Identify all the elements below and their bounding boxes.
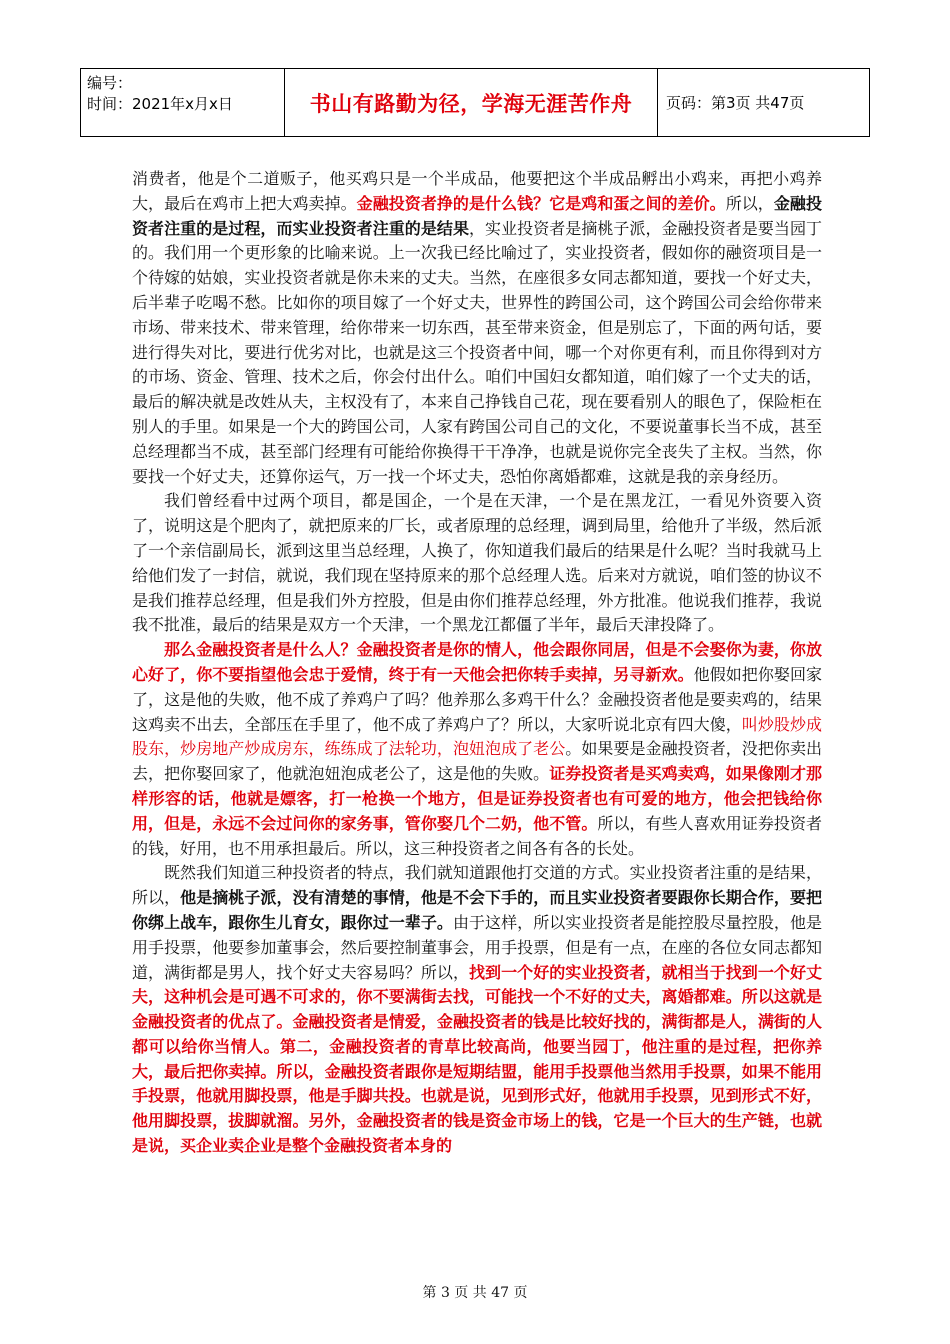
text-run: ，实业投资者是摘桃子派，金融投资者是要当园丁的。我们用一个更形象的比喻来说。上一次我已经比喻过了，实业投资者，假如你的融资项目是一个待嫁的姑娘，实业投资者就是你未来的丈夫。当然，在座很多女同志都知道，要找一个好丈夫，后半辈子吃喝不愁。比如你的项目嫁了一个好丈夫，世界性的跨国公司，这个跨国公司会给你带来市场、带来技术、带来管理，给你带来一切东西，甚至带来资金，但是别忘了，下面的两句话，要进行得失对比，要进行优劣对比，也就是这三个投资者中间，哪一个对你更有利，而且你得到对方的市场、资金、管理、技术之后，你会付出什么。咱们中国妇女都知道，咱们嫁了一个丈夫的话，最后的解决就是改姓从夫，主权没有了，本来自己挣钱自己花，现在要看别人的眼色了，保险柜在别人的手里。如果是一个大的跨国公司，人家有跨国公司自己的文化，不要说董事长当不成，甚至总经理都当不成，甚至部门经理有可能给你换得干干净净，也就是说你完全丧失了主权。当然，你要找一个好丈夫，还算你运气，万一找一个坏丈夫，恐怕你离婚都难，这就是我的亲身经历。: [132, 218, 822, 486]
paragraph-1: [132, 167, 822, 489]
text-run: 我们曾经看中过两个项目，都是国企，一个是在天津，一个是在黑龙江，一看见外资要入资了，说明这是个肥肉了，就把原来的厂长，或者原理的总经理，调到局里，给他升了半级，然后派了一个亲信副局长，派到这里当总经理，人换了，你知道我们最后的结果是什么呢？当时我就马上给他们发了一封信，就说，我们现在坚持原来的那个总经理人选。后来对方就说，咱们签的协议不是我们推荐总经理，但是我们外方控股，但是由你们推荐总经理，外方批准。他说我们推荐，我说我不批准，最后的结果是双方一个天津，一个黑龙江都僵了半年，最后天津投降了。: [132, 491, 822, 635]
text-run: 所以，有些人喜欢用证券投资者的钱，好用，也不用承担最后。所以，这三种投资者之间各有各的长处。: [132, 813, 822, 858]
highlight-bold: 金融投资者注重的是过程，而实业投资者注重的是结果: [132, 193, 822, 238]
highlight-red-plain: 叫炒股炒成股东，炒房地产炒成房东，练练成了法轮功，泡妞泡成了老公: [132, 714, 822, 759]
highlight-red: 金融投资者挣的是什么钱？它是鸡和蛋之间的差价。: [356, 193, 726, 213]
text-run: 由于这样，所以实业投资者是能控股尽量控股，他是用手投票，他要参加董事会，然后要控制董事会，用手投票，但是有一点，在座的各位女同志都知道，满街都是男人，找个好丈夫容易吗？所以，: [132, 912, 822, 982]
header-motto: 书山有路勤为径，学海无涯苦作舟: [285, 69, 658, 136]
paragraph-2: [132, 489, 822, 638]
text-run: 既然我们知道三种投资者的特点，我们就知道跟他打交道的方式。实业投资者注重的是结果，所以，: [132, 863, 822, 908]
text-run: 。如果要是金融投资者，没把你卖出去，把你娶回家了，他就泡妞泡成老公了，这是他的失败。: [132, 739, 822, 784]
highlight-bold: 他是摘桃子派，没有清楚的事情，他是不会下手的，而且实业投资者要跟你长期合作，要把你绑上战车，跟你生儿育女，跟你过一辈子。: [132, 888, 822, 932]
header-page-info: 页码：第3页 共47页: [666, 94, 805, 112]
highlight-red: 证券投资者是买鸡卖鸡，如果像刚才那样形容的话，他就是嫖客，打一枪换一个地方，但是证券投资者也有可爱的地方，他会把钱给你用，但是，永远不会过问你的家务事，管你娶几个二奶，他不管。: [132, 764, 822, 833]
highlight-red: 那么金融投资者是什么人？金融投资者是你的情人，他会跟你同居，但是不会娶你为妻，你放心好了，你不要指望他会忠于爱情，终于有一天他会把你转手卖掉，另寻新欢。: [132, 640, 822, 684]
header-meta: [81, 69, 285, 136]
text-run: 消费者，他是个二道贩子，他买鸡只是一个半成品，他要把这个半成品孵出小鸡来，再把小鸡养大，最后在鸡市上把大鸡卖掉。: [132, 169, 822, 213]
page-footer: 第 3 页 共 47 页: [422, 1285, 528, 1301]
page-header: [80, 68, 870, 137]
paragraph-4: [132, 861, 822, 1159]
document-time-label: 时间：2021年x月x日: [87, 95, 233, 113]
text-run: 他假如把你娶回家了，这是他的失败，他不成了养鸡户了吗？他养那么多鸡干什么？金融投资者他是要卖鸡的，结果这鸡卖不出去，全部压在手里了，他不成了养鸡户了？所以，大家听说北京有四大傻，: [132, 664, 822, 734]
highlight-red: 找到一个好的实业投资者，就相当于找到一个好丈夫，这种机会是可遇不可求的，你不要满街去找，可能找一个不好的丈夫，离婚都难。所以这就是金融投资者的优点了。金融投资者是情爱，金融投资者的钱是比较好找的，满街都是人，满街的人都可以给你当情人。第二，金融投资者的青草比较高尚，他要当园丁，他注重的是过程，把你养大，最后把你卖掉。所以，金融投资者跟你是短期结盟，能用手投票他当然用手投票，如果不能用手投票，他就用脚投票，他是手脚共投。也就是说，见到形式好，他就用手投票，见到形式不好，他用脚投票，拔脚就溜。另外，金融投资者的钱是资金市场上的钱，它是一个巨大的生产链，也就是说，买企业卖企业是整个金融投资者本身的: [132, 962, 822, 1156]
paragraph-3: [132, 638, 822, 861]
document-number-label: 编号：: [87, 74, 133, 92]
text-run: 所以，: [725, 193, 774, 213]
document-body: [132, 167, 822, 1159]
